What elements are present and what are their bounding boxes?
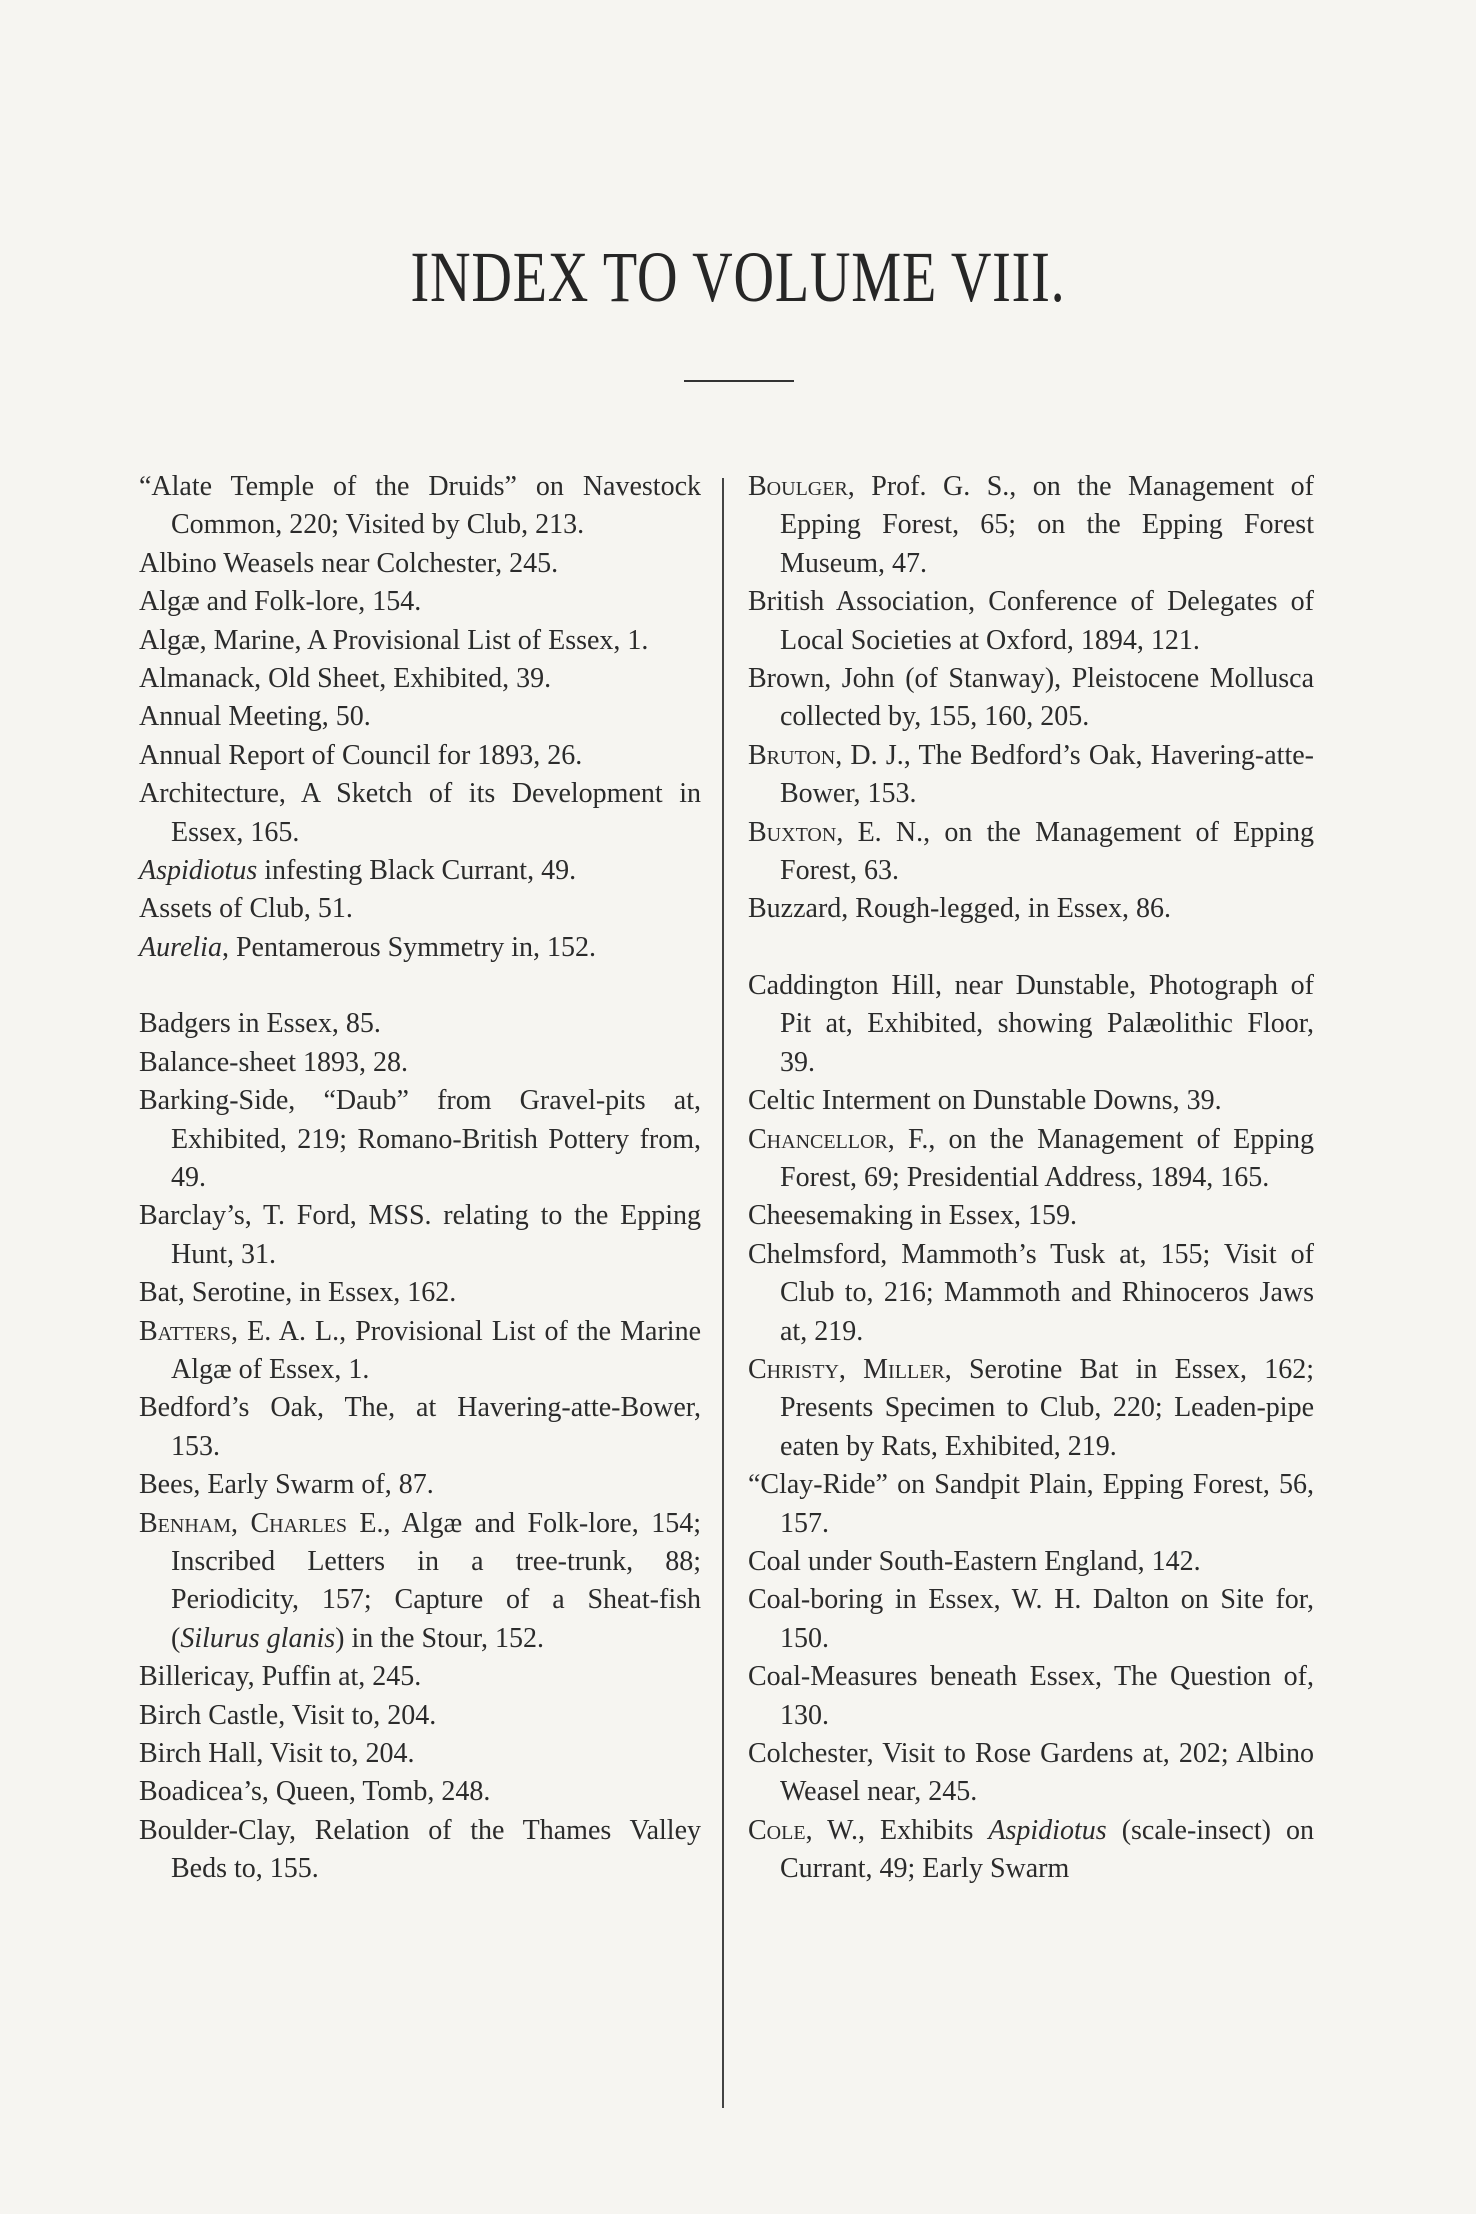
index-entry-text: Bruton <box>748 739 836 771</box>
index-entry <box>748 1812 1314 1889</box>
index-entry-text: Bees, Early Swarm of, 87. <box>139 1469 434 1501</box>
index-entry-text: Colchester, Visit to Rose Gardens at, 202; Albino Weasel near, 245. <box>748 1738 1314 1808</box>
index-entry-text: , Prof. G. S., on the Management of Epping Forest, 65; on the Epping Forest Museum, 47. <box>780 471 1314 579</box>
index-entry-text: Coal under South-Eastern England, 142. <box>748 1545 1201 1577</box>
index-entry-text: Aurelia <box>139 931 222 963</box>
index-entry-text: Annual Report of Council for 1893, 26. <box>139 739 583 771</box>
index-entry <box>748 583 1314 660</box>
index-entry-text: Algæ, Marine, A Provisional List of Essex, 1. <box>139 624 649 656</box>
index-entry <box>139 468 701 545</box>
index-entry-text: infesting Black Currant, 49. <box>257 855 577 887</box>
index-entry <box>139 545 701 583</box>
index-entry <box>139 1466 701 1504</box>
index-entry <box>139 660 701 698</box>
index-entry-text: Silurus glanis <box>180 1622 336 1654</box>
index-entry-text: Billericay, Puffin at, 245. <box>139 1661 422 1693</box>
index-entry-text: Christy, Miller <box>748 1353 945 1385</box>
index-entry-text: “Clay-Ride” on Sandpit Plain, Epping Forest, 56, 157. <box>748 1469 1314 1539</box>
index-entry <box>748 1466 1314 1543</box>
index-entry <box>139 1773 701 1811</box>
index-entry-text: Annual Meeting, 50. <box>139 701 371 733</box>
index-entry <box>139 1313 701 1390</box>
index-entry-text: , Algæ and Folk-lore, 154; Inscribed Letters in a tree-trunk, 88; Periodicity, 157; Capture of a Sheat-fish ( <box>171 1507 701 1654</box>
index-entry-text: Bedford’s Oak, The, at Havering-atte-Bower, 153. <box>139 1392 701 1462</box>
index-entry <box>139 1812 701 1889</box>
index-entry <box>139 1697 701 1735</box>
index-entry-text: Caddington Hill, near Dunstable, Photograph of Pit at, Exhibited, showing Palæolithic Floor, 39. <box>748 969 1314 1078</box>
index-entry-text: , Serotine Bat in Essex, 162; Presents Specimen to Club, 220; Leaden-pipe eaten by Rats, Exhibited, 219. <box>780 1353 1315 1462</box>
index-entry <box>139 1197 701 1274</box>
index-entry-text: ) in the Stour, 152. <box>335 1622 545 1654</box>
index-entry-text: , E. N., on the Management of Epping Forest, 63. <box>780 816 1314 887</box>
index-entry-text: Albino Weasels near Colchester, 245. <box>139 547 559 579</box>
index-entry <box>139 852 701 890</box>
index-entry-text: Cole <box>748 1814 806 1846</box>
index-entry-text: , Pentamerous Symmetry in, 152. <box>221 931 597 963</box>
index-entry <box>748 468 1314 583</box>
index-entry-text: Almanack, Old Sheet, Exhibited, 39. <box>139 663 552 695</box>
reverse-page-show-through <box>520 40 527 78</box>
index-entry-text: Aspidiotus <box>988 1814 1107 1846</box>
index-entry <box>139 698 701 736</box>
index-entry-text: Batters, E. A. L. <box>139 1315 340 1347</box>
index-entry <box>139 1658 701 1696</box>
index-entry <box>748 967 1314 1082</box>
index-entry-text: Chancellor <box>748 1123 888 1155</box>
index-entry-text: Cheesemaking in Essex, 159. <box>748 1200 1077 1232</box>
index-entry <box>748 1197 1314 1235</box>
index-entry <box>139 1505 701 1659</box>
index-entry <box>139 929 701 967</box>
index-entry-text: Birch Castle, Visit to, 204. <box>139 1699 437 1731</box>
index-entry-text: (scale-insect) on Currant, 49; Early Swarm <box>780 1814 1314 1885</box>
index-entry-text: Algæ and Folk-lore, 154. <box>139 586 422 618</box>
index-entry-text: , Provisional List of the Marine Algæ of Essex, 1. <box>171 1315 701 1385</box>
index-entry-text: Buzzard, Rough-legged, in Essex, 86. <box>748 893 1172 925</box>
index-entry <box>139 1389 701 1466</box>
index-entry-text: , W., Exhibits <box>805 1814 989 1846</box>
index-entry-text: Celtic Interment on Dunstable Downs, 39. <box>748 1085 1222 1117</box>
index-column-left <box>139 468 701 1889</box>
index-entry-text: Architecture, A Sketch of its Development in Essex, 165. <box>139 778 701 848</box>
column-divider <box>722 478 724 2108</box>
index-entry-text: Birch Hall, Visit to, 204. <box>139 1738 415 1769</box>
index-entry <box>748 1735 1314 1812</box>
index-entry-text: Balance-sheet 1893, 28. <box>139 1046 409 1078</box>
index-entry <box>139 1044 701 1082</box>
index-entry <box>748 1236 1314 1351</box>
index-entry-text: Buxton <box>748 816 837 848</box>
index-entry <box>139 583 701 621</box>
index-entry <box>748 890 1314 928</box>
index-entry-text: , D. J., The Bedford’s Oak, Havering-atte-Bower, 153. <box>780 739 1314 810</box>
index-entry <box>748 1543 1314 1581</box>
index-entry-text: Bat, Serotine, in Essex, 162. <box>139 1277 457 1309</box>
index-entry-text: Badgers in Essex, 85. <box>139 1008 381 1040</box>
index-entry <box>748 660 1314 737</box>
index-entry-text: Assets of Club, 51. <box>139 893 353 925</box>
page-title: INDEX TO VOLUME VIII. <box>410 237 1066 317</box>
index-entry-text: , F., on the Management of Epping Forest, 69; Presidential Address, 1894, 165. <box>780 1123 1314 1193</box>
index-entry-text: Coal-Measures beneath Essex, The Question of, 130. <box>748 1661 1314 1731</box>
index-entry-text: Boulger <box>748 471 848 502</box>
index-entry-text: Coal-boring in Essex, W. H. Dalton on Site for, 150. <box>748 1584 1314 1654</box>
index-entry <box>139 775 701 852</box>
index-entry-text: British Association, Conference of Delegates of Local Societies at Oxford, 1894, 121. <box>748 586 1314 656</box>
index-entry-text: Brown, John (of Stanway), Pleistocene Mollusca collected by, 155, 160, 205. <box>748 663 1314 733</box>
index-entry-text: Barking-Side, “Daub” from Gravel-pits at, Exhibited, 219; Romano-British Pottery from, 49. <box>139 1085 701 1193</box>
index-entry <box>748 1581 1314 1658</box>
index-entry <box>139 1005 701 1043</box>
index-entry <box>748 1082 1314 1120</box>
index-entry <box>748 737 1314 814</box>
title-rule <box>684 380 794 382</box>
index-entry-text: Barclay’s, T. Ford, MSS. relating to the Epping Hunt, 31. <box>139 1200 701 1270</box>
index-column-right <box>748 468 1314 1889</box>
index-entry-text: Boadicea’s, Queen, Tomb, 248. <box>139 1776 491 1808</box>
index-entry <box>139 890 701 928</box>
index-entry <box>748 814 1314 891</box>
index-entry-text: Boulder-Clay, Relation of the Thames Valley Beds to, 155. <box>139 1814 701 1885</box>
index-entry-text: Aspidiotus <box>139 855 258 887</box>
index-entry <box>139 622 701 660</box>
index-entry <box>139 1082 701 1197</box>
index-entry <box>139 1735 701 1773</box>
index-entry-text: Chelmsford, Mammoth’s Tusk at, 155; Visit of Club to, 216; Mammoth and Rhinoceros Jaws at, 219. <box>748 1238 1314 1347</box>
index-entry <box>748 1121 1314 1198</box>
index-entry <box>748 1351 1314 1466</box>
index-entry <box>748 1658 1314 1735</box>
index-entry-text: Benham, Charles E. <box>139 1507 384 1539</box>
index-entry <box>139 737 701 775</box>
index-entry-text: “Alate Temple of the Druids” on Navestock Common, 220; Visited by Club, 213. <box>139 471 701 541</box>
index-entry <box>139 1274 701 1312</box>
